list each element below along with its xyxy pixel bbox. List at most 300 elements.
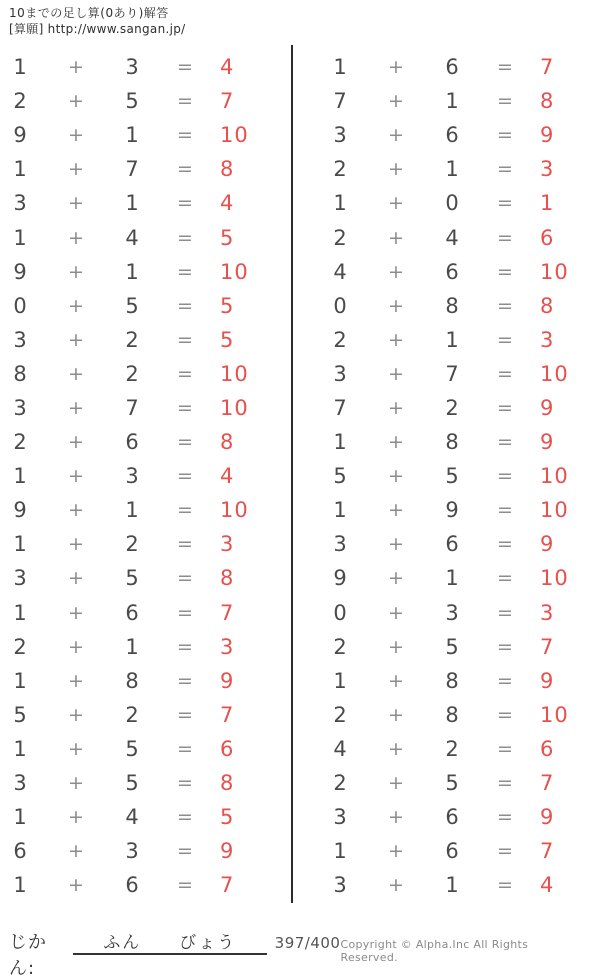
problem-row [0,561,292,595]
answer-value: 10 [540,566,569,591]
problem-row [0,84,292,118]
answer-value: 10 [540,361,569,386]
equals-sign: = [177,226,193,249]
addend-2: 3 [125,839,139,864]
plus-sign: + [388,226,404,249]
plus-sign: + [388,499,404,522]
addend-1: 4 [333,736,347,761]
problem-row [320,493,600,527]
addend-2: 7 [445,361,459,386]
addend-1: 2 [13,89,27,114]
problem-row [0,186,292,220]
problem-row [0,527,292,561]
answer-value: 8 [220,430,235,455]
equals-sign: = [177,90,193,113]
answer-value: 10 [220,259,249,284]
answer-value: 9 [540,805,555,830]
problem-row [0,289,292,323]
addend-2: 1 [125,498,139,523]
plus-sign: + [68,601,84,624]
addend-1: 0 [13,293,27,318]
equals-sign: = [497,635,513,658]
plus-sign: + [68,533,84,556]
plus-sign: + [388,90,404,113]
addend-1: 1 [333,839,347,864]
problems-column-left [0,50,292,902]
plus-sign: + [388,56,404,79]
addend-2: 5 [125,566,139,591]
answer-value: 10 [540,464,569,489]
addend-2: 5 [125,293,139,318]
plus-sign: + [68,90,84,113]
equals-sign: = [497,737,513,760]
answer-value: 4 [220,464,235,489]
addend-1: 1 [13,805,27,830]
equals-sign: = [497,260,513,283]
answer-value: 6 [540,225,555,250]
addend-2: 4 [125,805,139,830]
plus-sign: + [388,737,404,760]
plus-sign: + [68,260,84,283]
answer-value: 6 [540,736,555,761]
problem-row [320,834,600,868]
problem-row [320,868,600,902]
answer-value: 10 [540,259,569,284]
plus-sign: + [68,806,84,829]
equals-sign: = [497,772,513,795]
problem-row [320,118,600,152]
answer-value: 7 [220,873,235,898]
problem-row [0,698,292,732]
answer-value: 9 [540,430,555,455]
equals-sign: = [497,669,513,692]
equals-sign: = [177,567,193,590]
addend-1: 3 [13,395,27,420]
answer-value: 10 [540,702,569,727]
problem-row [0,868,292,902]
addend-2: 6 [445,123,459,148]
equals-sign: = [497,362,513,385]
equals-sign: = [497,56,513,79]
addend-2: 6 [125,600,139,625]
addend-1: 6 [13,839,27,864]
addend-2: 2 [445,736,459,761]
addend-2: 6 [445,55,459,80]
addend-2: 1 [445,157,459,182]
addend-2: 5 [445,634,459,659]
addend-1: 9 [13,498,27,523]
plus-sign: + [68,431,84,454]
problem-row [320,391,600,425]
answer-value: 4 [220,55,235,80]
addend-1: 3 [333,873,347,898]
addend-1: 3 [13,327,27,352]
equals-sign: = [177,737,193,760]
addend-2: 5 [125,89,139,114]
problem-row [0,255,292,289]
plus-sign: + [388,362,404,385]
problem-row [320,732,600,766]
equals-sign: = [497,294,513,317]
addend-1: 2 [333,771,347,796]
plus-sign: + [68,124,84,147]
plus-sign: + [68,158,84,181]
plus-sign: + [388,601,404,624]
plus-sign: + [68,396,84,419]
problem-row [0,493,292,527]
addend-1: 2 [333,327,347,352]
equals-sign: = [177,260,193,283]
addend-1: 5 [333,464,347,489]
addend-2: 2 [445,395,459,420]
addend-2: 0 [445,191,459,216]
equals-sign: = [177,124,193,147]
equals-sign: = [177,772,193,795]
problem-row [320,766,600,800]
addend-2: 5 [445,464,459,489]
equals-sign: = [497,158,513,181]
plus-sign: + [68,703,84,726]
addend-2: 6 [445,805,459,830]
plus-sign: + [68,874,84,897]
problem-row [320,527,600,561]
problem-row [320,698,600,732]
equals-sign: = [497,328,513,351]
answer-value: 8 [540,89,555,114]
answer-value: 8 [540,293,555,318]
time-label: じかん: [9,932,47,979]
answer-value: 4 [540,873,555,898]
addend-1: 1 [13,600,27,625]
equals-sign: = [497,840,513,863]
plus-sign: + [388,635,404,658]
addend-2: 7 [125,157,139,182]
addend-1: 1 [333,498,347,523]
answer-value: 3 [540,327,555,352]
equals-sign: = [497,90,513,113]
answer-value: 3 [220,634,235,659]
answer-value: 9 [540,395,555,420]
addend-2: 3 [125,464,139,489]
addend-1: 2 [333,702,347,727]
addend-2: 6 [445,839,459,864]
worksheet-header [9,5,186,37]
addend-2: 8 [445,668,459,693]
problem-row [320,186,600,220]
answer-value: 5 [220,805,235,830]
addend-1: 1 [13,55,27,80]
problem-row [320,357,600,391]
addend-2: 8 [125,668,139,693]
addend-2: 1 [125,259,139,284]
addend-2: 7 [125,395,139,420]
problem-row [320,152,600,186]
problem-row [320,220,600,254]
equals-sign: = [177,499,193,522]
plus-sign: + [388,294,404,317]
problem-row [0,391,292,425]
equals-sign: = [177,840,193,863]
addend-1: 7 [333,89,347,114]
equals-sign: = [177,703,193,726]
addend-1: 2 [333,634,347,659]
answer-value: 5 [220,293,235,318]
problem-row [0,118,292,152]
answer-value: 1 [540,191,555,216]
plus-sign: + [388,669,404,692]
addend-1: 1 [13,532,27,557]
addend-2: 1 [445,89,459,114]
addend-2: 9 [445,498,459,523]
addend-1: 1 [13,157,27,182]
problem-row [0,834,292,868]
addend-1: 1 [333,668,347,693]
addend-1: 3 [333,805,347,830]
plus-sign: + [68,328,84,351]
plus-sign: + [388,465,404,488]
problem-row [320,630,600,664]
plus-sign: + [68,226,84,249]
problem-row [320,459,600,493]
equals-sign: = [497,124,513,147]
plus-sign: + [388,874,404,897]
addend-1: 3 [13,191,27,216]
addend-2: 3 [445,600,459,625]
equals-sign: = [177,158,193,181]
answer-value: 6 [220,736,235,761]
problem-row [0,800,292,834]
addend-1: 0 [333,600,347,625]
answer-value: 7 [540,634,555,659]
answer-value: 3 [220,532,235,557]
plus-sign: + [388,192,404,215]
addend-2: 1 [125,191,139,216]
addend-2: 2 [125,327,139,352]
equals-sign: = [177,806,193,829]
problem-row [320,561,600,595]
plus-sign: + [68,294,84,317]
problem-row [0,596,292,630]
answer-value: 10 [220,123,249,148]
answer-value: 3 [540,157,555,182]
problem-row [320,323,600,357]
equals-sign: = [177,635,193,658]
addend-1: 1 [13,736,27,761]
equals-sign: = [497,396,513,419]
plus-sign: + [68,192,84,215]
addend-2: 2 [125,361,139,386]
answer-value: 5 [220,225,235,250]
addend-2: 4 [125,225,139,250]
addend-1: 3 [13,566,27,591]
answer-value: 7 [540,771,555,796]
problems-column-right [320,50,600,902]
addend-1: 2 [13,634,27,659]
equals-sign: = [177,294,193,317]
problem-row [0,220,292,254]
answer-value: 8 [220,771,235,796]
answer-value: 7 [540,839,555,864]
problem-row [0,630,292,664]
problem-row [0,425,292,459]
problem-row [320,289,600,323]
equals-sign: = [497,601,513,624]
equals-sign: = [177,874,193,897]
plus-sign: + [68,635,84,658]
plus-sign: + [388,806,404,829]
answer-value: 7 [220,600,235,625]
problem-row [0,766,292,800]
problem-row [0,152,292,186]
addend-2: 2 [125,532,139,557]
answer-value: 9 [540,532,555,557]
addend-1: 2 [13,430,27,455]
addend-2: 1 [445,566,459,591]
addend-1: 1 [333,430,347,455]
answer-value: 7 [540,55,555,80]
addend-2: 8 [445,293,459,318]
plus-sign: + [388,124,404,147]
addend-1: 7 [333,395,347,420]
addend-1: 0 [333,293,347,318]
problem-row [0,459,292,493]
problem-row [0,732,292,766]
answer-value: 10 [220,395,249,420]
plus-sign: + [68,772,84,795]
addend-2: 8 [445,430,459,455]
plus-sign: + [68,362,84,385]
plus-sign: + [68,499,84,522]
addend-2: 6 [125,873,139,898]
equals-sign: = [497,431,513,454]
problem-row [0,664,292,698]
equals-sign: = [177,396,193,419]
problem-row [0,50,292,84]
problem-row [320,50,600,84]
addend-1: 4 [333,259,347,284]
addend-1: 1 [13,668,27,693]
plus-sign: + [68,56,84,79]
addend-2: 1 [445,327,459,352]
equals-sign: = [177,465,193,488]
addend-1: 3 [13,771,27,796]
addend-1: 2 [333,157,347,182]
equals-sign: = [497,192,513,215]
answer-value: 7 [220,89,235,114]
plus-sign: + [388,431,404,454]
time-fill-in-blank: ふん びょう [73,933,267,955]
plus-sign: + [68,567,84,590]
addend-2: 1 [445,873,459,898]
addend-1: 9 [13,123,27,148]
answer-value: 3 [540,600,555,625]
equals-sign: = [177,533,193,556]
addend-2: 1 [125,123,139,148]
answer-value: 10 [220,498,249,523]
addend-2: 5 [125,771,139,796]
addend-2: 2 [125,702,139,727]
answer-value: 8 [220,157,235,182]
addend-1: 1 [333,55,347,80]
equals-sign: = [177,431,193,454]
equals-sign: = [177,601,193,624]
addend-2: 1 [125,634,139,659]
equals-sign: = [497,567,513,590]
equals-sign: = [177,669,193,692]
answer-value: 9 [220,668,235,693]
problem-row [0,323,292,357]
plus-sign: + [68,669,84,692]
plus-sign: + [388,396,404,419]
answer-value: 9 [540,668,555,693]
plus-sign: + [388,567,404,590]
equals-sign: = [177,192,193,215]
addend-1: 2 [333,225,347,250]
plus-sign: + [388,533,404,556]
addend-2: 5 [445,771,459,796]
addend-2: 4 [445,225,459,250]
addend-1: 8 [13,361,27,386]
problem-row [320,664,600,698]
addend-2: 8 [445,702,459,727]
plus-sign: + [388,840,404,863]
answer-value: 10 [220,361,249,386]
addend-1: 9 [13,259,27,284]
addend-1: 1 [13,225,27,250]
addend-2: 3 [125,55,139,80]
problem-row [320,425,600,459]
plus-sign: + [388,703,404,726]
plus-sign: + [388,772,404,795]
equals-sign: = [497,874,513,897]
page-count: 397/400 [274,934,341,952]
answer-value: 8 [220,566,235,591]
equals-sign: = [497,499,513,522]
answer-value: 4 [220,191,235,216]
worksheet-title: 10までの足し算(0あり)解答 [9,6,169,20]
equals-sign: = [497,533,513,556]
plus-sign: + [68,840,84,863]
addend-1: 1 [13,464,27,489]
answer-value: 9 [220,839,235,864]
equals-sign: = [177,56,193,79]
addend-1: 1 [333,191,347,216]
addend-1: 1 [13,873,27,898]
worksheet-footer [9,928,591,979]
equals-sign: = [497,806,513,829]
addend-1: 3 [333,532,347,557]
equals-sign: = [497,226,513,249]
addend-2: 6 [125,430,139,455]
plus-sign: + [388,260,404,283]
plus-sign: + [68,465,84,488]
worksheet-source-url: [算願] http://www.sangan.jp/ [9,22,186,36]
equals-sign: = [497,465,513,488]
addend-1: 9 [333,566,347,591]
answer-value: 7 [220,702,235,727]
equals-sign: = [497,703,513,726]
plus-sign: + [68,737,84,760]
addend-2: 6 [445,532,459,557]
addend-2: 6 [445,259,459,284]
addend-1: 3 [333,123,347,148]
equals-sign: = [177,328,193,351]
addend-1: 3 [333,361,347,386]
answer-value: 9 [540,123,555,148]
answer-value: 10 [540,498,569,523]
problem-row [320,84,600,118]
equals-sign: = [177,362,193,385]
